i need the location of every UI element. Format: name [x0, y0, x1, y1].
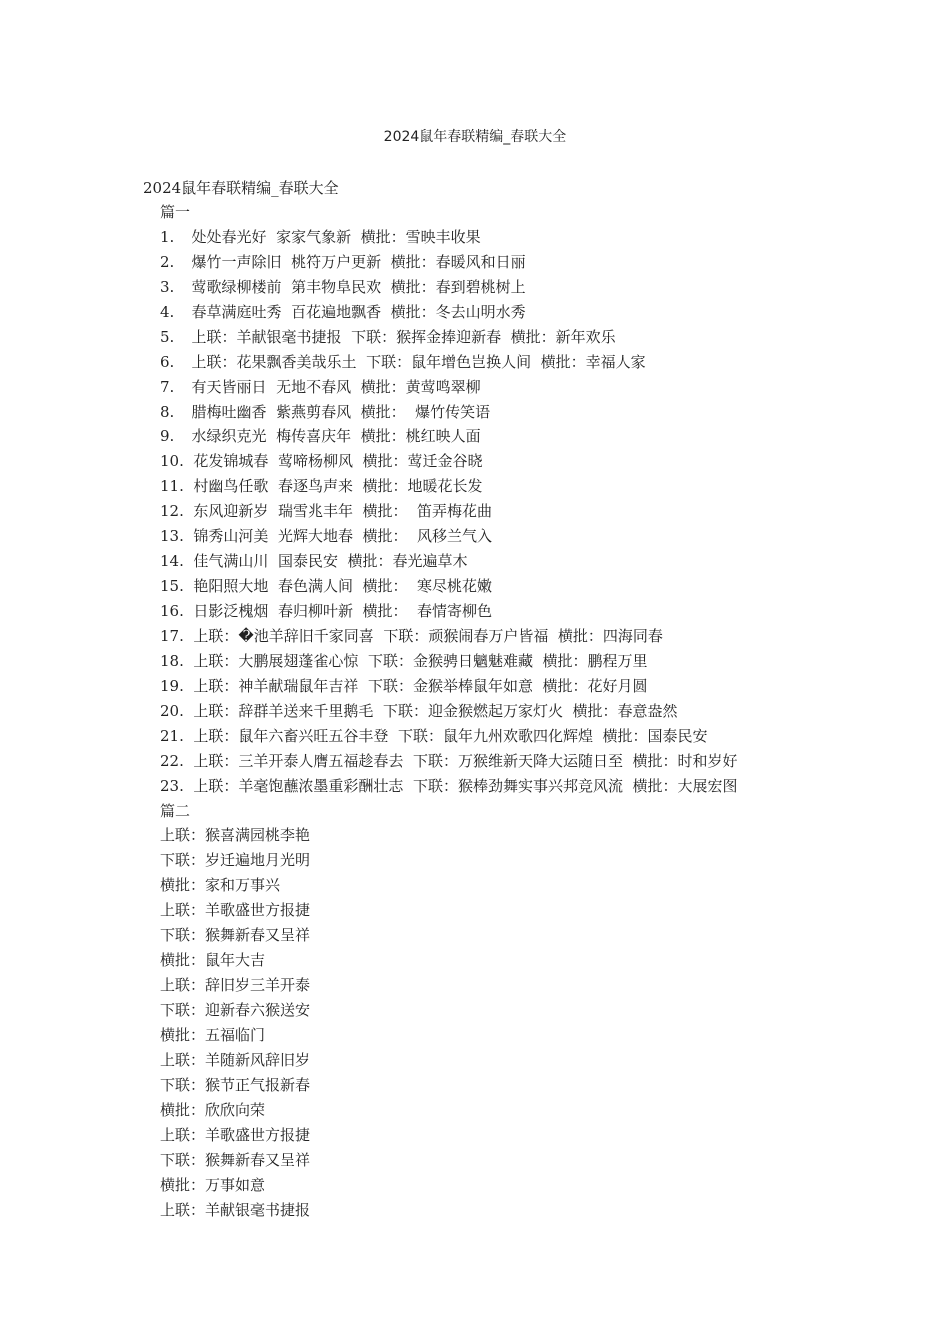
item-text: 春草满庭吐秀 百花遍地飘香 横批：冬去山明水秀 [191, 302, 526, 321]
item-text: 处处春光好 家家气象新 横批：雪映丰收果 [191, 227, 481, 246]
item-number: 13. [160, 527, 184, 546]
item-number: 18. [160, 651, 184, 670]
document-heading: 2024鼠年春联精编_春联大全 [143, 179, 339, 197]
section-label: 篇二 [160, 801, 191, 820]
couplet-line: 上联：羊随新风辞旧岁 [160, 1050, 311, 1069]
item-text: 佳气满山川 国泰民安 横批：春光遍草木 [193, 552, 468, 571]
list-item [160, 225, 920, 250]
list-item [160, 749, 920, 774]
item-number: 16. [160, 602, 184, 620]
couplet-line: 横批：欣欣向荣 [160, 1100, 266, 1119]
list-item [160, 300, 920, 325]
item-text: 爆竹一声除旧 桃符万户更新 横批：春暖风和日丽 [191, 252, 526, 271]
couplet-line: 横批：鼠年大吉 [160, 951, 266, 970]
item-number: 20. [160, 701, 184, 720]
item-text: 艳阳照大地 春色满人间 横批： 寒尽桃花嫩 [193, 577, 493, 596]
list-item [160, 499, 920, 524]
couplet-line: 下联：岁迁遍地月光明 [160, 851, 311, 870]
list-item [160, 400, 920, 425]
couplet-line: 下联：迎新春六猴送安 [160, 1001, 311, 1019]
item-text: 上联：羊献银毫书捷报 下联：猴挥金捧迎新春 横批：新年欢乐 [191, 327, 616, 346]
couplet-line: 上联：猴喜满园桃李艳 [160, 826, 311, 845]
list-item [160, 275, 920, 300]
section-label: 篇一 [160, 203, 191, 221]
list-item [160, 549, 920, 574]
item-number: 14. [160, 552, 184, 571]
list-item [160, 375, 920, 400]
couplet-line: 下联：猴节正气报新春 [160, 1075, 311, 1094]
couplet-line: 下联：猴舞新春又呈祥 [160, 1150, 311, 1169]
item-number: 3. [160, 277, 175, 296]
list-item [160, 524, 920, 549]
item-text: 有天皆丽日 无地不春风 横批：黄莺鸣翠柳 [191, 377, 481, 396]
list-item [160, 774, 920, 799]
list-item [160, 350, 920, 375]
item-text: 上联：三羊开泰人膺五福趁春去 下联：万猴维新天降大运随日至 横批：时和岁好 [193, 751, 738, 770]
item-number: 5. [160, 327, 175, 346]
list-item [160, 574, 920, 599]
item-number: 23. [160, 776, 184, 795]
item-text: 上联：神羊献瑞鼠年吉祥 下联：金猴举棒鼠年如意 横批：花好月圆 [193, 676, 648, 695]
list-item [160, 724, 920, 749]
item-text: 上联：�池羊辞旧千家同喜 下联：顽猴闹春万户皆福 横批：四海同春 [193, 626, 663, 645]
item-number: 15. [160, 577, 184, 596]
page-title: 2024鼠年春联精编_春联大全 [383, 129, 567, 145]
item-number: 4. [160, 302, 175, 321]
item-text: 日影泛槐烟 春归柳叶新 横批： 春情寄柳色 [193, 602, 493, 620]
list-item [160, 649, 920, 674]
document-body [160, 200, 920, 1222]
item-number: 7. [160, 377, 175, 396]
list-item [160, 599, 920, 624]
item-number: 12. [160, 502, 184, 521]
item-number: 2. [160, 252, 175, 271]
list-item [160, 424, 920, 449]
item-text: 上联：鼠年六畜兴旺五谷丰登 下联：鼠年九州欢歌四化辉煌 横批：国泰民安 [193, 726, 708, 745]
item-text: 上联：辞群羊送来千里鹅毛 下联：迎金猴燃起万家灯火 横批：春意盎然 [193, 701, 678, 720]
item-number: 9. [160, 427, 175, 446]
list-item [160, 250, 920, 275]
couplet-line: 横批：家和万事兴 [160, 876, 281, 895]
item-number: 8. [160, 402, 175, 421]
item-number: 1. [160, 227, 175, 246]
couplet-list [160, 225, 920, 799]
item-number: 6. [160, 352, 175, 371]
item-text: 水绿织克光 梅传喜庆年 横批：桃红映人面 [191, 427, 481, 446]
item-text: 花发锦城春 莺啼杨柳风 横批：莺迁金谷晓 [193, 452, 483, 471]
item-text: 上联：大鹏展翅蓬雀心惊 下联：金猴骋日魑魅难藏 横批：鹏程万里 [193, 651, 648, 670]
item-number: 17. [160, 626, 184, 645]
item-text: 村幽鸟任歌 春逐鸟声来 横批：地暖花长发 [193, 477, 483, 496]
couplet-line: 上联：辞旧岁三羊开泰 [160, 976, 311, 995]
list-item [160, 449, 920, 474]
couplet-line: 上联：羊献银毫书捷报 [160, 1200, 311, 1219]
couplet-line: 上联：羊歌盛世方报捷 [160, 1125, 311, 1144]
item-text: 腊梅吐幽香 紫燕剪春风 横批： 爆竹传笑语 [191, 402, 491, 421]
item-text: 东风迎新岁 瑞雪兆丰年 横批： 笛弄梅花曲 [193, 502, 493, 521]
item-number: 22. [160, 751, 184, 770]
couplet-line: 下联：猴舞新春又呈祥 [160, 926, 311, 945]
list-item [160, 624, 920, 649]
item-number: 21. [160, 726, 184, 745]
item-text: 锦秀山河美 光辉大地春 横批： 风移兰气入 [193, 527, 493, 546]
list-item [160, 674, 920, 699]
item-number: 19. [160, 676, 184, 695]
item-number: 11. [160, 477, 184, 496]
couplet-line: 横批：五福临门 [160, 1025, 266, 1044]
item-text: 上联：花果飘香美哉乐土 下联：鼠年增色岂换人间 横批：幸福人家 [191, 352, 646, 371]
couplet-line: 横批：万事如意 [160, 1175, 266, 1194]
list-item [160, 699, 920, 724]
item-text: 莺歌绿柳楼前 第丰物阜民欢 横批：春到碧桃树上 [191, 277, 526, 296]
couplet-lines [160, 823, 920, 1222]
couplet-line: 上联：羊歌盛世方报捷 [160, 901, 311, 920]
list-item [160, 474, 920, 499]
item-number: 10. [160, 452, 184, 471]
item-text: 上联：羊毫饱蘸浓墨重彩酬壮志 下联：猴棒劲舞实事兴邦竞风流 横批：大展宏图 [193, 776, 738, 795]
list-item [160, 325, 920, 350]
